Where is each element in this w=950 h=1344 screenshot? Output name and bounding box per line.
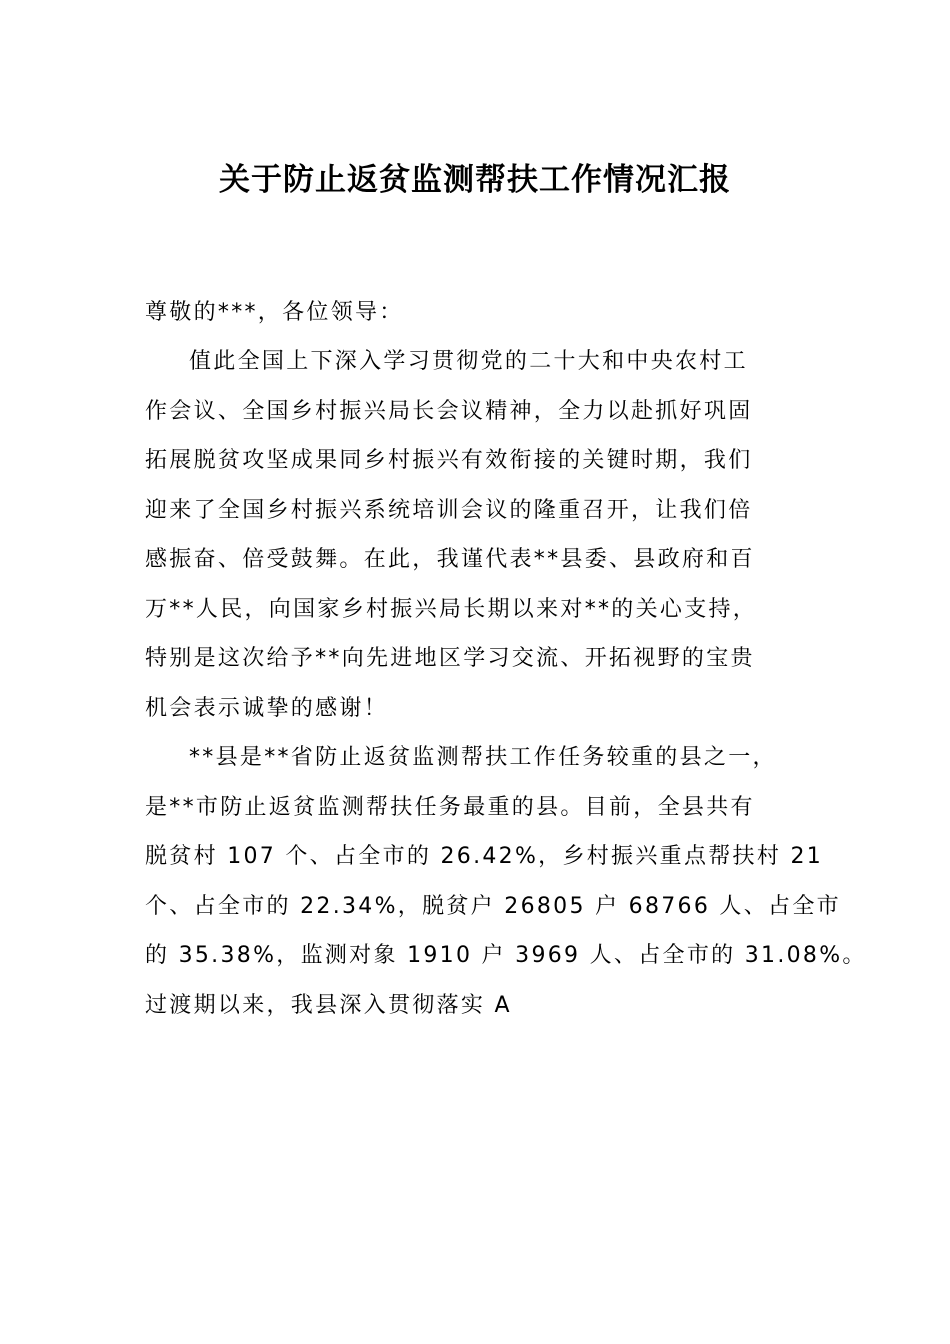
paragraph-1-line: 值此全国上下深入学习贯彻党的二十大和中央农村工 xyxy=(189,349,748,374)
paragraph-1-line: 迎来了全国乡村振兴系统培训会议的隆重召开，让我们倍 xyxy=(145,497,753,523)
paragraph-2-line: **县是**省防止返贫监测帮扶工作任务较重的县之一， xyxy=(189,745,777,770)
paragraph-2-line: 的 35.38%，监测对象 1910 户 3969 人、占全市的 31.08%。 xyxy=(145,943,867,968)
paragraph-2-line: 过渡期以来，我县深入贯彻落实 A xyxy=(145,992,512,1018)
paragraph-2-line: 是**市防止返贫监测帮扶任务最重的县。目前，全县共有 xyxy=(145,794,755,820)
paragraph-1-line: 拓展脱贫攻坚成果同乡村振兴有效衔接的关键时期，我们 xyxy=(145,448,753,473)
paragraph-2-line: 脱贫村 107 个、占全市的 26.42%，乡村振兴重点帮扶村 21 xyxy=(145,844,824,869)
paragraph-1-line: 特别是这次给予**向先进地区学习交流、开拓视野的宝贵 xyxy=(145,646,755,671)
paragraph-1-line: 机会表示诚挚的感谢！ xyxy=(145,695,389,721)
paragraph-1-line: 万**人民，向国家乡村振兴局长期以来对**的关心支持， xyxy=(145,596,758,622)
paragraph-2-line: 个、占全市的 22.34%，脱贫户 26805 户 68766 人、占全市 xyxy=(145,893,841,919)
document-title: 关于防止返贫监测帮扶工作情况汇报 xyxy=(219,162,731,198)
salutation-line: 尊敬的***，各位领导： xyxy=(145,300,404,325)
paragraph-1 xyxy=(145,337,810,733)
salutation xyxy=(145,288,810,338)
paragraph-2 xyxy=(145,733,867,1030)
paragraph-1-line: 感振奋、倍受鼓舞。在此，我谨代表**县委、县政府和百 xyxy=(145,547,755,572)
paragraph-1-line: 作会议、全国乡村振兴局长会议精神，全力以赴抓好巩固 xyxy=(145,398,753,424)
